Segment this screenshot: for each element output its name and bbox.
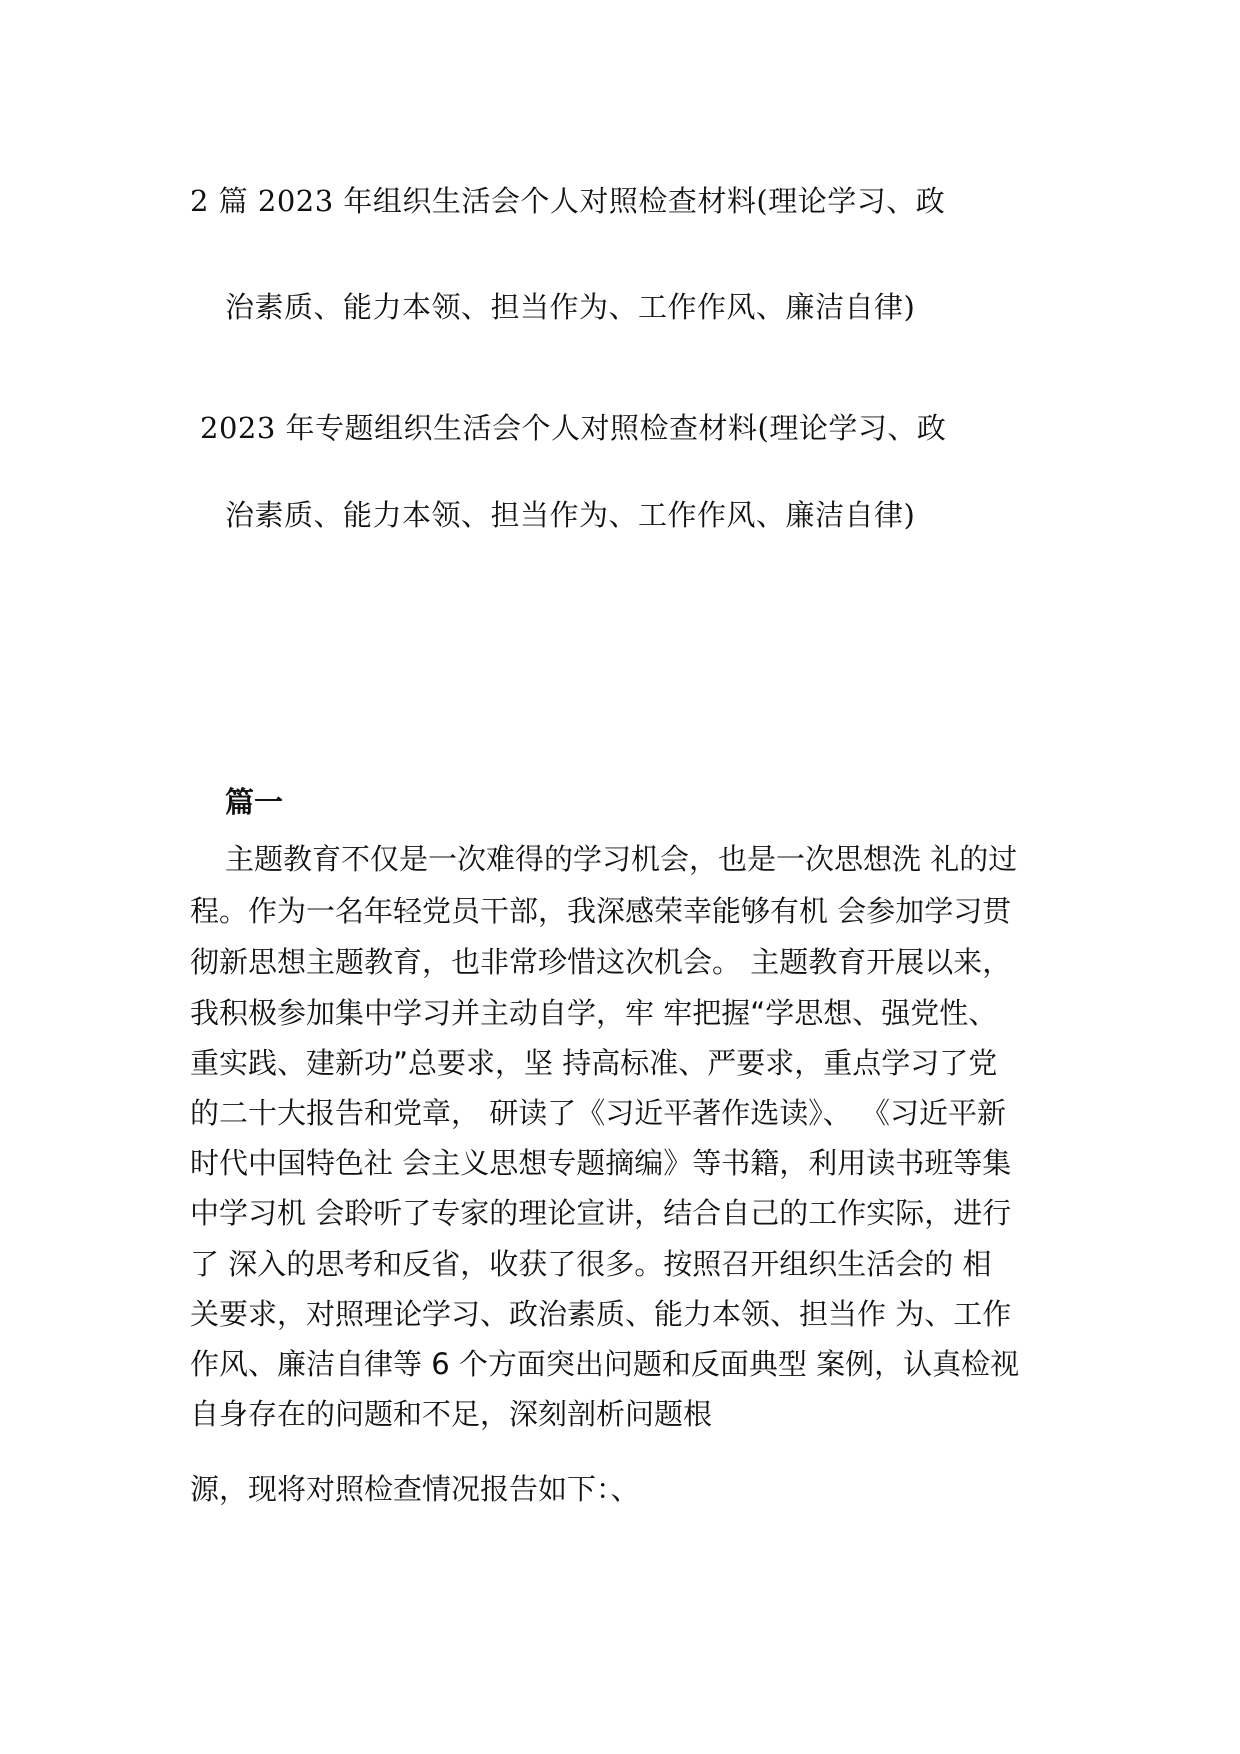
body-line: 我积极参加集中学习并主动自学，牢 牢把握“学思想、强党性、 xyxy=(190,996,998,1030)
body-line: 主题教育不仅是一次难得的学习机会，也是一次思想洗 礼的过 xyxy=(225,842,1018,876)
body-line: 中学习机 会聆听了专家的理论宣讲，结合自己的工作实际，进行 xyxy=(190,1196,1012,1230)
body-line: 重实践、建新功”总要求，坚 持高标准、严要求，重点学习了党 xyxy=(190,1046,998,1080)
body-line: 时代中国特色社 会主义思想专题摘编》等书籍，利用读书班等集 xyxy=(190,1146,1012,1180)
title-2-line-2: 治素质、能力本领、担当作为、工作作风、廉洁自律) xyxy=(225,498,916,532)
body-line: 彻新思想主题教育，也非常珍惜这次机会。 主题教育开展以来， xyxy=(190,945,1012,979)
closing-line: 源，现将对照检查情况报告如下：、 xyxy=(190,1472,640,1506)
body-line: 程。作为一名年轻党员干部，我深感荣幸能够有机 会参加学习贯 xyxy=(190,894,1012,928)
body-line: 关要求，对照理论学习、政治素质、能力本领、担当作 为、工作 xyxy=(190,1297,1012,1331)
body-line: 的二十大报告和党章， 研读了《习近平著作选读》、 《习近平新 xyxy=(190,1096,1006,1130)
title-2-line-1: 2023 年专题组织生活会个人对照检查材料(理论学习、政 xyxy=(200,411,947,445)
title-1-line-2: 治素质、能力本领、担当作为、工作作风、廉洁自律) xyxy=(225,290,916,324)
body-line: 作风、廉洁自律等 6 个方面突出问题和反面典型 案例，认真检视 xyxy=(190,1347,1020,1381)
title-1-line-1: 2 篇 2023 年组织生活会个人对照检查材料(理论学习、政 xyxy=(190,184,946,218)
body-line: 自身存在的问题和不足，深刻剖析问题根 xyxy=(190,1397,713,1431)
section-heading: 篇一 xyxy=(225,785,284,819)
body-line: 了 深入的思考和反省，收获了很多。按照召开组织生活会的 相 xyxy=(190,1247,992,1281)
